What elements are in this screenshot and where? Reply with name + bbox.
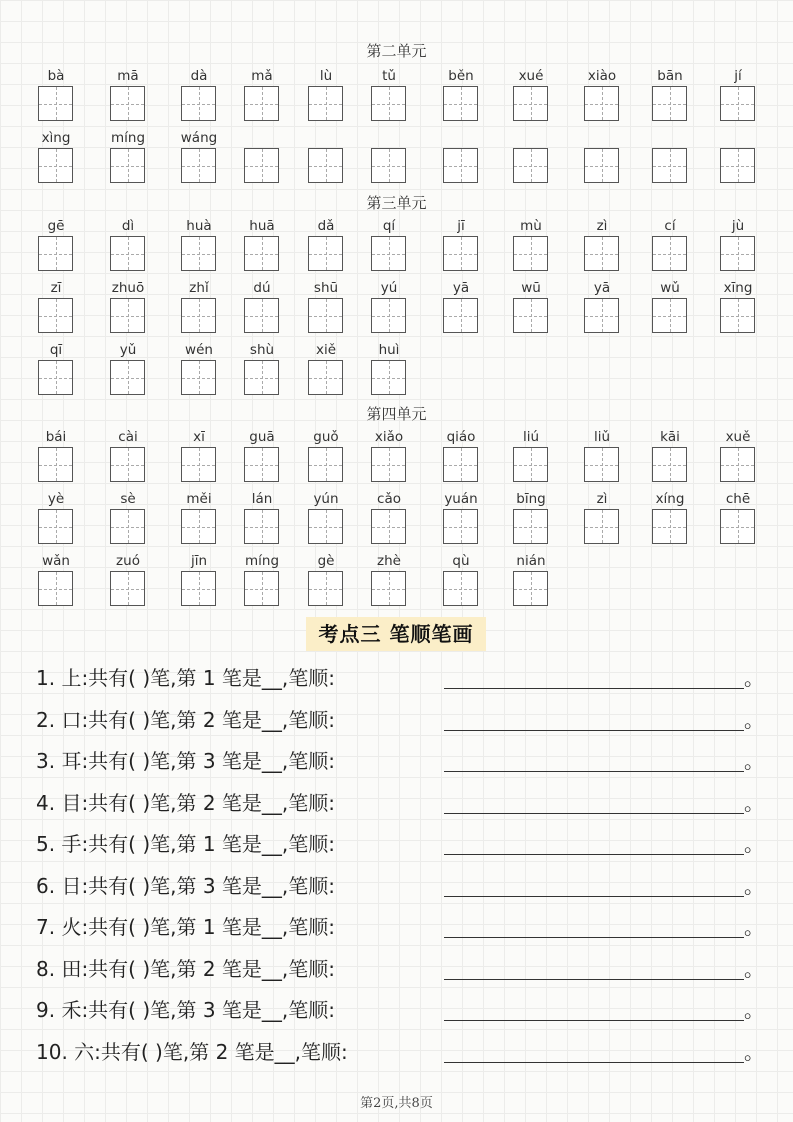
tianzige-writing-box[interactable] — [371, 571, 406, 606]
pinyin-label: bái — [45, 429, 67, 445]
pinyin-label: guā — [249, 429, 275, 445]
tianzige-writing-box[interactable] — [443, 571, 478, 606]
question-text: 4. 目:共有( )笔,第 2 笔是__,笔顺: — [36, 790, 336, 815]
pinyin-label: cǎo — [377, 491, 401, 507]
pinyin-label: xīng — [723, 280, 753, 296]
question-text: 9. 禾:共有( )笔,第 3 笔是__,笔顺: — [36, 998, 336, 1022]
tianzige-writing-box[interactable] — [443, 236, 478, 271]
pinyin-label: lán — [251, 491, 273, 507]
pinyin-label: yā — [593, 280, 611, 296]
question-text: 2. 口:共有( )笔,第 2 笔是__,笔顺: — [36, 707, 336, 732]
tianzige-writing-box[interactable] — [110, 509, 145, 544]
tianzige-writing-box[interactable] — [371, 298, 406, 333]
tianzige-writing-box[interactable] — [652, 148, 687, 183]
question-text: 8. 田:共有( )笔,第 2 笔是__,笔顺: — [36, 956, 336, 981]
tianzige-writing-box[interactable] — [244, 298, 279, 333]
pinyin-label: xiě — [315, 342, 337, 358]
pinyin-label: shù — [249, 342, 275, 358]
pinyin-label: dú — [253, 280, 271, 296]
pinyin-label: jí — [734, 68, 742, 84]
pinyin-label: yún — [313, 491, 339, 507]
unit-title: 第三单元 — [366, 194, 427, 212]
end-mark: 。 — [744, 832, 764, 856]
answer-line[interactable] — [444, 896, 744, 897]
tianzige-writing-box[interactable] — [308, 571, 343, 606]
tianzige-writing-box[interactable] — [244, 86, 279, 121]
tianzige-writing-box[interactable] — [110, 236, 145, 271]
tianzige-writing-box[interactable] — [110, 148, 145, 183]
tianzige-writing-box[interactable] — [443, 447, 478, 482]
question-text: 3. 耳:共有( )笔,第 3 笔是__,笔顺: — [36, 749, 336, 773]
pinyin-label: lù — [319, 68, 333, 84]
pinyin-label: měi — [186, 491, 212, 507]
tianzige-writing-box[interactable] — [38, 571, 73, 606]
pinyin-label: wǔ — [660, 280, 680, 296]
tianzige-writing-box[interactable] — [181, 298, 216, 333]
tianzige-writing-box[interactable] — [181, 236, 216, 271]
pinyin-label: shū — [313, 280, 339, 296]
question-row — [36, 826, 766, 862]
pinyin-label: xìng — [41, 130, 71, 146]
pinyin-label: xiào — [587, 68, 617, 84]
pinyin-label: qí — [382, 218, 396, 234]
tianzige-writing-box[interactable] — [443, 148, 478, 183]
pinyin-label: zuó — [116, 553, 140, 569]
question-row — [36, 1034, 766, 1070]
tianzige-writing-box[interactable] — [181, 571, 216, 606]
answer-line[interactable] — [444, 937, 744, 938]
tianzige-writing-box[interactable] — [308, 236, 343, 271]
tianzige-writing-box[interactable] — [652, 509, 687, 544]
question-text: 1. 上:共有( )笔,第 1 笔是__,笔顺: — [36, 666, 336, 690]
tianzige-writing-box[interactable] — [181, 148, 216, 183]
pinyin-label: mǎ — [251, 68, 273, 84]
pinyin-label: sè — [120, 491, 136, 507]
pinyin-label: xuě — [725, 429, 751, 445]
tianzige-writing-box[interactable] — [720, 447, 755, 482]
pinyin-label: bān — [657, 68, 683, 84]
end-mark: 。 — [744, 666, 764, 690]
tianzige-writing-box[interactable] — [584, 298, 619, 333]
pinyin-label: zhè — [377, 553, 401, 569]
tianzige-writing-box[interactable] — [244, 509, 279, 544]
tianzige-writing-box[interactable] — [513, 86, 548, 121]
tianzige-writing-box[interactable] — [443, 509, 478, 544]
pinyin-label: zhǐ — [189, 280, 209, 296]
tianzige-writing-box[interactable] — [584, 148, 619, 183]
tianzige-writing-box[interactable] — [371, 148, 406, 183]
unit-title: 第二单元 — [366, 42, 427, 60]
tianzige-writing-box[interactable] — [38, 360, 73, 395]
question-text: 7. 火:共有( )笔,第 1 笔是__,笔顺: — [36, 915, 336, 939]
pinyin-label: bīng — [516, 491, 546, 507]
pinyin-label: xué — [518, 68, 544, 84]
question-row — [36, 909, 766, 945]
pinyin-label: yǔ — [119, 342, 137, 358]
tianzige-writing-box[interactable] — [720, 298, 755, 333]
tianzige-writing-box[interactable] — [513, 447, 548, 482]
pinyin-label: míng — [244, 553, 280, 569]
tianzige-writing-box[interactable] — [38, 447, 73, 482]
answer-line[interactable] — [444, 1020, 744, 1021]
end-mark: 。 — [744, 1039, 764, 1064]
pinyin-label: yā — [452, 280, 470, 296]
pinyin-label: gè — [317, 553, 335, 569]
tianzige-writing-box[interactable] — [513, 509, 548, 544]
pinyin-label: jīn — [190, 553, 208, 569]
pinyin-label: cài — [118, 429, 138, 445]
pinyin-label: běn — [448, 68, 474, 84]
end-mark: 。 — [744, 873, 764, 898]
tianzige-writing-box[interactable] — [38, 298, 73, 333]
pinyin-label: wǎn — [42, 553, 70, 569]
pinyin-label: qù — [452, 553, 470, 569]
pinyin-label: cí — [664, 218, 676, 234]
tianzige-writing-box[interactable] — [110, 360, 145, 395]
pinyin-label: zhuō — [111, 280, 145, 296]
pinyin-label: zì — [596, 218, 608, 234]
tianzige-writing-box[interactable] — [720, 86, 755, 121]
tianzige-writing-box[interactable] — [371, 236, 406, 271]
question-row — [36, 992, 766, 1028]
answer-line[interactable] — [444, 979, 744, 980]
tianzige-writing-box[interactable] — [720, 236, 755, 271]
tianzige-writing-box[interactable] — [513, 236, 548, 271]
tianzige-writing-box[interactable] — [584, 447, 619, 482]
tianzige-writing-box[interactable] — [443, 298, 478, 333]
pinyin-label: liú — [522, 429, 540, 445]
pinyin-label: xíng — [655, 491, 685, 507]
section-title: 考点三 笔顺笔画 — [306, 617, 486, 651]
answer-line[interactable] — [444, 771, 744, 772]
tianzige-writing-box[interactable] — [652, 298, 687, 333]
pinyin-label: míng — [110, 130, 146, 146]
answer-line[interactable] — [444, 730, 744, 731]
tianzige-writing-box[interactable] — [110, 447, 145, 482]
end-mark: 。 — [744, 749, 764, 773]
pinyin-label: zī — [50, 280, 62, 296]
pinyin-label: tǔ — [382, 68, 396, 84]
question-text: 6. 日:共有( )笔,第 3 笔是__,笔顺: — [36, 873, 336, 898]
tianzige-writing-box[interactable] — [38, 86, 73, 121]
tianzige-writing-box[interactable] — [513, 571, 548, 606]
question-text: 5. 手:共有( )笔,第 1 笔是__,笔顺: — [36, 832, 336, 856]
tianzige-writing-box[interactable] — [308, 148, 343, 183]
tianzige-writing-box[interactable] — [110, 298, 145, 333]
end-mark: 。 — [744, 707, 764, 732]
tianzige-writing-box[interactable] — [371, 447, 406, 482]
tianzige-writing-box[interactable] — [38, 236, 73, 271]
question-row — [36, 660, 766, 696]
pinyin-label: huā — [249, 218, 275, 234]
tianzige-writing-box[interactable] — [110, 571, 145, 606]
tianzige-writing-box[interactable] — [308, 509, 343, 544]
tianzige-writing-box[interactable] — [110, 86, 145, 121]
tianzige-writing-box[interactable] — [584, 86, 619, 121]
pinyin-label: mā — [117, 68, 139, 84]
pinyin-label: bà — [47, 68, 65, 84]
question-row — [36, 868, 766, 904]
question-row — [36, 951, 766, 987]
tianzige-writing-box[interactable] — [720, 148, 755, 183]
tianzige-writing-box[interactable] — [308, 360, 343, 395]
pinyin-label: jù — [731, 218, 745, 234]
tianzige-writing-box[interactable] — [244, 236, 279, 271]
pinyin-label: huì — [378, 342, 400, 358]
pinyin-label: zì — [596, 491, 608, 507]
pinyin-label: mù — [520, 218, 542, 234]
page-footer: 第2页,共8页 — [360, 1096, 433, 1111]
tianzige-writing-box[interactable] — [244, 148, 279, 183]
answer-line[interactable] — [444, 854, 744, 855]
tianzige-writing-box[interactable] — [308, 86, 343, 121]
pinyin-label: qiáo — [446, 429, 476, 445]
tianzige-writing-box[interactable] — [720, 509, 755, 544]
tianzige-writing-box[interactable] — [38, 148, 73, 183]
end-mark: 。 — [744, 915, 764, 939]
tianzige-writing-box[interactable] — [371, 86, 406, 121]
tianzige-writing-box[interactable] — [181, 447, 216, 482]
tianzige-writing-box[interactable] — [371, 509, 406, 544]
pinyin-label: dà — [190, 68, 208, 84]
tianzige-writing-box[interactable] — [652, 86, 687, 121]
answer-line[interactable] — [444, 813, 744, 814]
answer-line[interactable] — [444, 1062, 744, 1063]
tianzige-writing-box[interactable] — [584, 509, 619, 544]
end-mark: 。 — [744, 790, 764, 815]
pinyin-label: liǔ — [593, 429, 611, 445]
pinyin-label: wū — [521, 280, 541, 296]
tianzige-writing-box[interactable] — [652, 236, 687, 271]
pinyin-label: yè — [47, 491, 65, 507]
pinyin-label: xī — [193, 429, 205, 445]
pinyin-label: qī — [49, 342, 63, 358]
pinyin-label: wén — [185, 342, 213, 358]
pinyin-label: wáng — [180, 130, 218, 146]
pinyin-label: guǒ — [313, 429, 339, 445]
tianzige-writing-box[interactable] — [244, 571, 279, 606]
pinyin-label: dǎ — [317, 218, 335, 234]
pinyin-label: chē — [725, 491, 751, 507]
answer-line[interactable] — [444, 688, 744, 689]
pinyin-label: yuán — [444, 491, 478, 507]
question-row — [36, 743, 766, 779]
tianzige-writing-box[interactable] — [308, 447, 343, 482]
tianzige-writing-box[interactable] — [443, 86, 478, 121]
tianzige-writing-box[interactable] — [584, 236, 619, 271]
tianzige-writing-box[interactable] — [181, 360, 216, 395]
tianzige-writing-box[interactable] — [181, 86, 216, 121]
pinyin-label: huà — [186, 218, 212, 234]
pinyin-label: yú — [380, 280, 398, 296]
tianzige-writing-box[interactable] — [38, 509, 73, 544]
pinyin-label: gē — [47, 218, 65, 234]
tianzige-writing-box[interactable] — [513, 298, 548, 333]
end-mark: 。 — [744, 998, 764, 1022]
pinyin-label: kāi — [660, 429, 680, 445]
tianzige-writing-box[interactable] — [371, 360, 406, 395]
pinyin-label: dì — [121, 218, 135, 234]
question-row — [36, 785, 766, 821]
question-row — [36, 702, 766, 738]
question-text: 10. 六:共有( )笔,第 2 笔是__,笔顺: — [36, 1039, 348, 1064]
tianzige-writing-box[interactable] — [181, 509, 216, 544]
tianzige-writing-box[interactable] — [244, 447, 279, 482]
end-mark: 。 — [744, 956, 764, 981]
unit-title: 第四单元 — [366, 405, 427, 423]
tianzige-writing-box[interactable] — [244, 360, 279, 395]
tianzige-writing-box[interactable] — [652, 447, 687, 482]
tianzige-writing-box[interactable] — [513, 148, 548, 183]
pinyin-label: jī — [457, 218, 465, 234]
tianzige-writing-box[interactable] — [308, 298, 343, 333]
pinyin-label: xiǎo — [374, 429, 404, 445]
pinyin-label: nián — [516, 553, 546, 569]
